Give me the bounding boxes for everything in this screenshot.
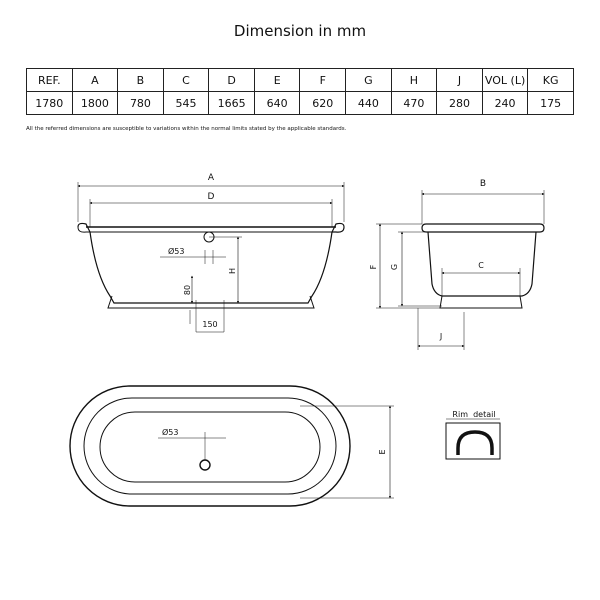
table-header-cell: D bbox=[209, 69, 255, 92]
rim-detail bbox=[446, 419, 500, 459]
label-e: E bbox=[378, 449, 387, 455]
table-value-cell: 240 bbox=[482, 92, 528, 115]
table-value-cell: 620 bbox=[300, 92, 346, 115]
label-a: A bbox=[207, 173, 215, 183]
table-value-cell: 1780 bbox=[27, 92, 73, 115]
label-150: 150 bbox=[202, 320, 218, 329]
table-value-cell: 1665 bbox=[209, 92, 255, 115]
table-header-cell: B bbox=[118, 69, 164, 92]
label-b: B bbox=[479, 179, 487, 189]
table-value-cell: 640 bbox=[254, 92, 300, 115]
waste-circle bbox=[200, 460, 210, 470]
label-d: D bbox=[207, 192, 215, 202]
end-view bbox=[376, 190, 544, 350]
table-header-cell: F bbox=[300, 69, 346, 92]
side-view bbox=[78, 182, 344, 332]
plan-view bbox=[70, 386, 394, 506]
rim-detail-profile bbox=[458, 432, 492, 455]
label-f: F bbox=[369, 264, 378, 270]
table-header-cell: H bbox=[391, 69, 437, 92]
table-header-cell: E bbox=[254, 69, 300, 92]
table-value-cell: 470 bbox=[391, 92, 437, 115]
label-c: C bbox=[478, 261, 484, 270]
table-value-cell: 440 bbox=[346, 92, 392, 115]
table-header-cell: VOL (L) bbox=[482, 69, 528, 92]
table-header-cell: J bbox=[437, 69, 483, 92]
tub-side-rim bbox=[78, 227, 332, 232]
table-value-cell: 280 bbox=[437, 92, 483, 115]
page-title: Dimension in mm bbox=[233, 22, 367, 40]
table-header-cell: A bbox=[72, 69, 118, 92]
label-j: J bbox=[439, 332, 443, 341]
table-header-cell: KG bbox=[528, 69, 574, 92]
table-header-cell: G bbox=[346, 69, 392, 92]
label-waste-dia-side: Ø53 bbox=[168, 247, 185, 256]
table-value-cell: 780 bbox=[118, 92, 164, 115]
label-g: G bbox=[390, 263, 399, 271]
tub-plan-outer bbox=[70, 386, 350, 506]
tub-end-rim bbox=[422, 224, 544, 232]
table-value-cell: 545 bbox=[163, 92, 209, 115]
table-header-cell: REF. bbox=[27, 69, 73, 92]
table-value-cell: 175 bbox=[528, 92, 574, 115]
tub-plan-inner bbox=[100, 412, 320, 482]
tub-side-plinth bbox=[108, 296, 314, 308]
table-header-cell: C bbox=[163, 69, 209, 92]
label-80: 80 bbox=[183, 284, 192, 296]
label-waste-dia-plan: Ø53 bbox=[162, 428, 179, 437]
tub-side-outline bbox=[78, 223, 344, 303]
rim-detail-label: Rim detail bbox=[452, 410, 496, 419]
table-value-cell: 1800 bbox=[72, 92, 118, 115]
disclaimer-note: All the referred dimensions are susceptible to variations within the normal limits stated by the applicable standards. bbox=[26, 126, 347, 132]
tub-end-plinth bbox=[440, 296, 522, 308]
label-h: H bbox=[228, 267, 237, 275]
